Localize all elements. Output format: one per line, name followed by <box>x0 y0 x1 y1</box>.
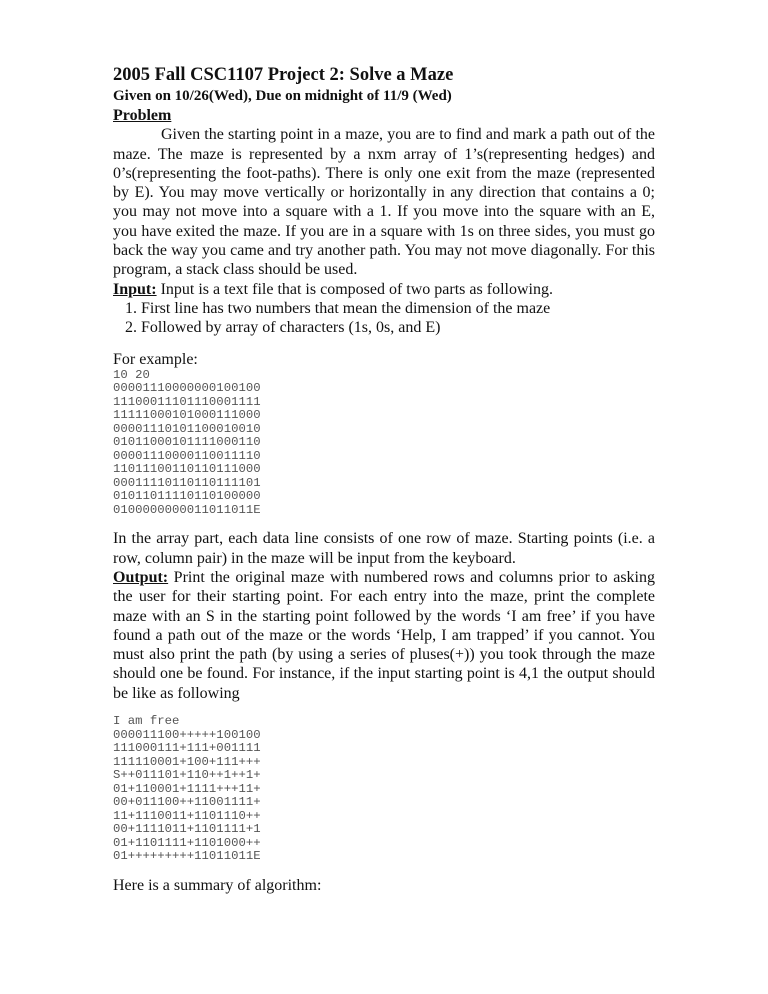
page-title: 2005 Fall CSC1107 Project 2: Solve a Maze <box>113 65 454 85</box>
input-heading: Input: <box>113 280 157 298</box>
output-text: Print the original maze with numbered rows and columns prior to asking the user for their starting point. For each entry into the maze, print the complete maze with an S in the starting point followed by the words ‘I am free’ if you have found a path out of the maze or the words ‘Help, I am trapped’ if you cannot. You must also print the path (by using a series of pluses(+)) you took through the maze should one be found. For instance, if the input starting point is 4,1 the output should be like as following <box>113 568 655 702</box>
due-dates: Given on 10/26(Wed), Due on midnight of 11/9 (Wed) <box>113 88 452 104</box>
example-label: For example: <box>113 350 198 368</box>
example-output-code: I am free 000011100+++++100100 111000111+111+001111 111110001+100+111+++ S++011101+110++1++1+ 01+110001+1111+++11+ 00+011100++11001111+ 11+1110011+1101110++ 00+1111011+1101111+1 01+1101111+1101000++ 01+++++++++11011011E <box>113 714 261 864</box>
input-list <box>113 299 655 338</box>
list-item: 2. Followed by array of characters (1s, 0s, and E) <box>141 318 655 337</box>
document-page <box>113 64 655 895</box>
input-paragraph <box>113 280 655 299</box>
example-input-code: 10 20 00001110000000100100 11100011101110001111 11111000101000111000 00001110101100010010 01011000101111000110 00001110000110011110 11011100110110111000 00011110110110111101 01011011110110100000 0100000000011011011E <box>113 367 261 517</box>
problem-heading: Problem <box>113 107 172 124</box>
output-heading: Output: <box>113 568 169 586</box>
summary-text: Here is a summary of algorithm: <box>113 876 322 894</box>
output-paragraph <box>113 568 655 703</box>
array-text: In the array part, each data line consists of one row of maze. Starting points (i.e. a row, column pair) in the maze will be input from the keyboard. <box>113 530 655 567</box>
list-item: 1. First line has two numbers that mean the dimension of the maze <box>141 299 655 318</box>
input-text: Input is a text file that is composed of two parts as following. <box>156 280 553 298</box>
problem-text: Given the starting point in a maze, you are to find and mark a path out of the maze. The maze is represented by a nxm array of 1’s(representing hedges) and 0’s(representing the foot-paths). There is only one exit from the maze (represented by E). You may move vertically or horizontally in any direction that contains a 0; you may not move into a square with a 1. If you move into the square with an E, you have exited the maze. If you are in a square with 1s on three sides, you must go back the way you came and try another path. You may not move diagonally. For this program, a stack class should be used. <box>113 126 655 279</box>
